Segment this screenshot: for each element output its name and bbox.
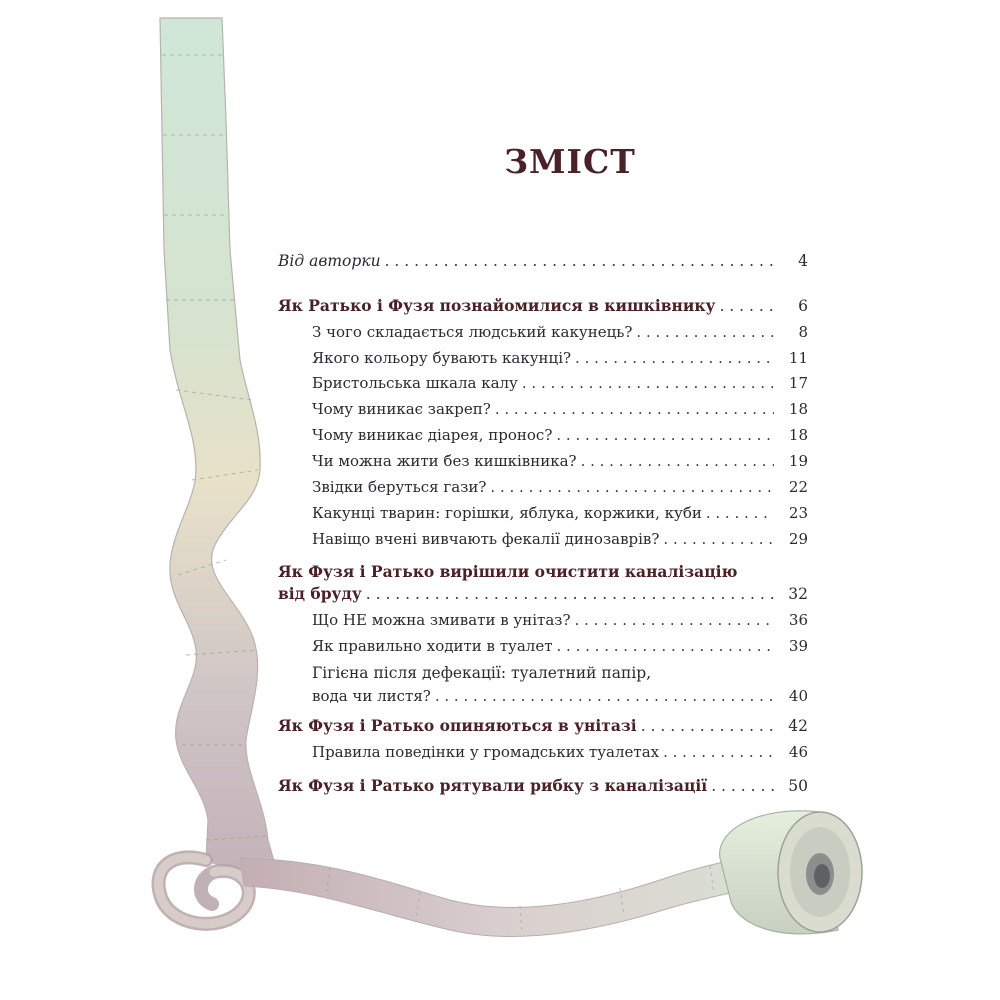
- dot-leader: [575, 609, 774, 631]
- toc-section-label: Чи можна жити без кишківника?: [312, 452, 577, 470]
- toc-section-label: Бристольська шкала калу: [312, 374, 518, 392]
- toc-page-number: 11: [788, 349, 808, 367]
- toc-entry-intro[interactable]: [278, 250, 808, 272]
- toc-section[interactable]: [312, 685, 808, 707]
- toc-page-number: 50: [788, 777, 808, 795]
- toc-entry-label: Від авторки: [278, 252, 381, 270]
- dot-leader: [711, 775, 774, 797]
- toc-section[interactable]: [312, 321, 808, 343]
- page-title: ЗМІСТ: [504, 142, 636, 181]
- toc-page-number: 29: [788, 530, 808, 548]
- toc-chapter-label: Як Фузя і Ратько опиняються в унітазі: [278, 716, 637, 735]
- dot-leader: [719, 295, 774, 317]
- toc-page-number: 42: [788, 717, 808, 735]
- toc-page-number: 46: [788, 743, 808, 761]
- dot-leader: [636, 321, 774, 343]
- dot-leader: [663, 528, 774, 550]
- dot-leader: [641, 715, 774, 737]
- toc-section[interactable]: [312, 398, 808, 420]
- toc-chapter-2-line1[interactable]: Як Фузя і Ратько вирішили очистити каналізацію: [278, 562, 738, 581]
- toc-page-number: 36: [788, 611, 808, 629]
- dot-leader: [706, 502, 774, 524]
- dot-leader: [435, 685, 774, 707]
- toc-section[interactable]: [312, 424, 808, 446]
- dot-leader: [490, 476, 774, 498]
- toc-chapter-1[interactable]: [278, 295, 808, 317]
- dot-leader: [385, 250, 774, 272]
- toc-section[interactable]: [312, 609, 808, 631]
- toc-section[interactable]: [312, 476, 808, 498]
- toc-section-label: Якого кольору бувають какунці?: [312, 349, 572, 367]
- dot-leader: [366, 583, 774, 605]
- toc-section[interactable]: [312, 635, 808, 657]
- dot-leader: [495, 398, 774, 420]
- toc-section-label: Що НЕ можна змивати в унітаз?: [312, 611, 571, 629]
- toc-chapter-label: Як Ратько і Фузя познайомилися в кишківнику: [278, 296, 716, 315]
- toc-page-number: 19: [788, 452, 808, 470]
- toc-page-number: 32: [788, 585, 808, 603]
- toc-section-label: З чого складається людський какунець?: [312, 323, 633, 341]
- toc-chapter-label: від бруду: [278, 584, 362, 603]
- toc-section-label: вода чи листя?: [312, 687, 431, 705]
- toc-section-label: Правила поведінки у громадських туалетах: [312, 743, 660, 761]
- toc-page-number: 8: [798, 323, 808, 341]
- toc-section[interactable]: [312, 528, 808, 550]
- toc-section[interactable]: [312, 372, 808, 394]
- toc-section[interactable]: [312, 502, 808, 524]
- dot-leader: [663, 741, 774, 763]
- dot-leader: [557, 635, 774, 657]
- toc-page-number: 22: [788, 478, 808, 496]
- toc-page-number: 17: [788, 374, 808, 392]
- toc-chapter-label: Як Фузя і Ратько рятували рибку з каналізації: [278, 776, 708, 795]
- toc-page-number: 18: [788, 426, 808, 444]
- toc-section-label: Какунці тварин: горішки, яблука, коржики, куби: [312, 504, 702, 522]
- toc-page-number: 39: [788, 637, 808, 655]
- toc-page-number: 40: [788, 687, 808, 705]
- dot-leader: [581, 450, 774, 472]
- dot-leader: [522, 372, 774, 394]
- toc-page-number: 23: [788, 504, 808, 522]
- toc-page-number: 6: [798, 297, 808, 315]
- toc-chapter-4[interactable]: [278, 775, 808, 797]
- toc-section-label: Чому виникає діарея, пронос?: [312, 426, 553, 444]
- toc-section-label: Звідки беруться гази?: [312, 478, 487, 496]
- toc-section-label: Навіщо вчені вивчають фекалії динозаврів?: [312, 530, 660, 548]
- dot-leader: [556, 424, 774, 446]
- toc-section-line1[interactable]: Гігієна після дефекації: туалетний папір,: [312, 664, 652, 682]
- toc-chapter-3[interactable]: [278, 715, 808, 737]
- toc-section[interactable]: [312, 741, 808, 763]
- toc-page-number: 18: [788, 400, 808, 418]
- toc-section[interactable]: [312, 450, 808, 472]
- toc-chapter-2[interactable]: [278, 583, 808, 605]
- dot-leader: [575, 347, 774, 369]
- toc-section-label: Як правильно ходити в туалет: [312, 637, 553, 655]
- toc-section-label: Чому виникає закреп?: [312, 400, 491, 418]
- toc-section[interactable]: [312, 347, 808, 369]
- toc-page-number: 4: [798, 252, 808, 270]
